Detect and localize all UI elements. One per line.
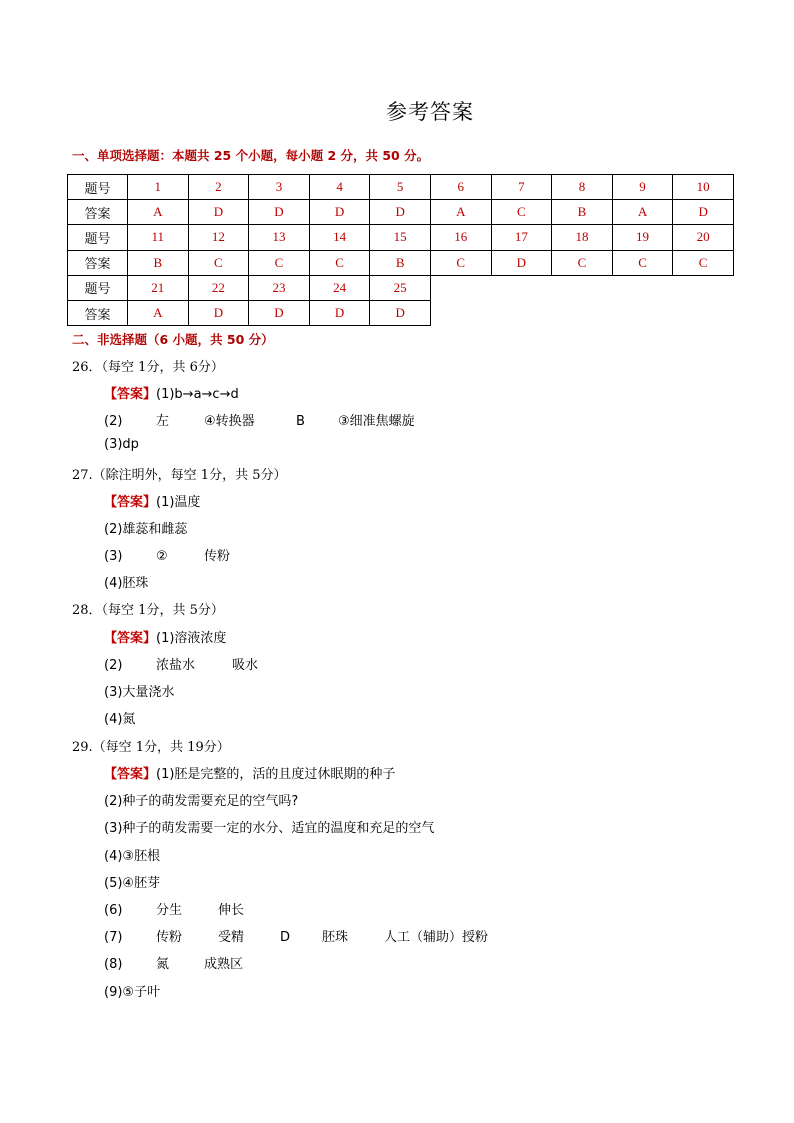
- answer-cell: B: [370, 250, 431, 275]
- question-number: 21: [128, 275, 189, 300]
- answer-text: (1)温度: [156, 495, 201, 510]
- answer-cell: D: [309, 200, 370, 225]
- answer-table: [67, 174, 734, 326]
- question-27-header: 27.（除注明外，每空 1分，共 5分）: [72, 468, 287, 483]
- q29-answer-9: (9)⑤子叶: [104, 985, 161, 1000]
- answer-cell: C: [430, 250, 491, 275]
- section-1-heading: 一、单项选择题：本题共 25 个小题，每小题 2 分，共 50 分。: [72, 148, 430, 163]
- question-number: 10: [673, 175, 734, 200]
- empty-cell: [430, 300, 733, 325]
- answer-cell: D: [309, 300, 370, 325]
- table-row: [68, 225, 734, 250]
- q28-answer-4: (4)氮: [104, 712, 136, 727]
- question-number: 9: [612, 175, 673, 200]
- q26-answer-1: [104, 383, 239, 402]
- answer-cell: A: [128, 200, 189, 225]
- answer-text: (1)胚是完整的，活的且度过休眠期的种子: [156, 767, 396, 782]
- q27-answer-3: [104, 545, 230, 564]
- answer-label: 【答案】: [104, 495, 157, 510]
- question-number: 24: [309, 275, 370, 300]
- answer-label: 【答案】: [104, 631, 157, 646]
- answer-cell: A: [430, 200, 491, 225]
- answer-cell: D: [673, 200, 734, 225]
- answer-blank: D: [280, 930, 291, 945]
- q29-answer-3: (3)种子的萌发需要一定的水分、适宜的温度和充足的空气: [104, 821, 435, 836]
- page-title: 参考答案: [386, 100, 474, 124]
- answer-label: 【答案】: [104, 387, 157, 402]
- row-label: 答案: [68, 200, 128, 225]
- answer-index: (7): [104, 930, 123, 945]
- answer-cell: C: [552, 250, 613, 275]
- q28-answer-1: [104, 627, 226, 646]
- answer-cell: B: [552, 200, 613, 225]
- answer-blank: ②: [156, 549, 168, 564]
- table-row: [68, 200, 734, 225]
- answer-index: (3): [104, 549, 123, 564]
- question-28-header: 28．（每空 1分，共 5分）: [72, 603, 224, 618]
- question-number: 7: [491, 175, 552, 200]
- answer-cell: C: [673, 250, 734, 275]
- answer-blank: 吸水: [232, 658, 259, 673]
- answer-blank: 胚珠: [322, 930, 349, 945]
- answer-text: (1)溶液浓度: [156, 631, 227, 646]
- table-row: [68, 250, 734, 275]
- answer-cell: D: [370, 200, 431, 225]
- answer-cell: C: [309, 250, 370, 275]
- question-number: 23: [249, 275, 310, 300]
- empty-cell: [430, 275, 733, 300]
- q26-answer-3: (3)dp: [104, 437, 139, 452]
- row-label: 题号: [68, 225, 128, 250]
- table-row: [68, 300, 734, 325]
- answer-cell: A: [612, 200, 673, 225]
- answer-blank: 传粉: [156, 930, 183, 945]
- question-number: 3: [249, 175, 310, 200]
- answer-blank: 左: [156, 414, 170, 429]
- question-number: 5: [370, 175, 431, 200]
- question-number: 15: [370, 225, 431, 250]
- answer-blank: 氮: [156, 957, 170, 972]
- question-number: 16: [430, 225, 491, 250]
- answer-blank: ④转换器: [204, 414, 255, 429]
- question-number: 17: [491, 225, 552, 250]
- q27-answer-1: [104, 491, 200, 510]
- question-29-header: 29.（每空 1分，共 19分）: [72, 740, 230, 755]
- answer-blank: 受精: [218, 930, 245, 945]
- question-number: 8: [552, 175, 613, 200]
- table-row: [68, 275, 734, 300]
- q27-answer-4: (4)胚珠: [104, 576, 149, 591]
- q27-answer-2: (2)雄蕊和雌蕊: [104, 522, 188, 537]
- question-number: 18: [552, 225, 613, 250]
- question-number: 19: [612, 225, 673, 250]
- row-label: 题号: [68, 175, 128, 200]
- q29-answer-6: [104, 899, 244, 918]
- answer-cell: B: [128, 250, 189, 275]
- answer-blank: 人工（辅助）授粉: [384, 930, 489, 945]
- table-row: [68, 175, 734, 200]
- answer-blank: 成熟区: [204, 957, 244, 972]
- question-26-header: 26．（每空 1分，共 6分）: [72, 360, 224, 375]
- answer-cell: C: [249, 250, 310, 275]
- q29-answer-4: (4)③胚根: [104, 849, 161, 864]
- answer-cell: A: [128, 300, 189, 325]
- q29-answer-2: (2)种子的萌发需要充足的空气吗?: [104, 794, 299, 809]
- row-label: 题号: [68, 275, 128, 300]
- section-2-heading: 二、非选择题（6 小题，共 50 分）: [72, 332, 274, 347]
- row-label: 答案: [68, 250, 128, 275]
- answer-blank: 传粉: [204, 549, 231, 564]
- answer-text: (1)b→a→c→d: [156, 387, 239, 402]
- question-number: 4: [309, 175, 370, 200]
- answer-blank: 伸长: [218, 903, 245, 918]
- question-number: 1: [128, 175, 189, 200]
- question-number: 25: [370, 275, 431, 300]
- q29-answer-1: [104, 763, 395, 782]
- answer-cell: D: [491, 250, 552, 275]
- answer-index: (2): [104, 658, 123, 673]
- q28-answer-2: [104, 654, 258, 673]
- answer-index: (6): [104, 903, 123, 918]
- row-label: 答案: [68, 300, 128, 325]
- q29-answer-5: (5)④胚芽: [104, 876, 161, 891]
- q26-answer-2: [104, 410, 415, 429]
- answer-cell: C: [491, 200, 552, 225]
- answer-index: (2): [104, 414, 123, 429]
- answer-blank: 浓盐水: [156, 658, 196, 673]
- answer-cell: D: [188, 300, 249, 325]
- answer-label: 【答案】: [104, 767, 157, 782]
- question-number: 12: [188, 225, 249, 250]
- q29-answer-7: [104, 926, 488, 945]
- question-number: 11: [128, 225, 189, 250]
- answer-blank: ③细准焦螺旋: [338, 414, 415, 429]
- question-number: 13: [249, 225, 310, 250]
- answer-blank: B: [296, 414, 305, 429]
- question-number: 14: [309, 225, 370, 250]
- question-number: 6: [430, 175, 491, 200]
- answer-cell: D: [370, 300, 431, 325]
- answer-cell: C: [188, 250, 249, 275]
- q28-answer-3: (3)大量浇水: [104, 685, 175, 700]
- answer-cell: C: [612, 250, 673, 275]
- answer-cell: D: [249, 200, 310, 225]
- question-number: 22: [188, 275, 249, 300]
- answer-blank: 分生: [156, 903, 183, 918]
- answer-cell: D: [188, 200, 249, 225]
- question-number: 2: [188, 175, 249, 200]
- question-number: 20: [673, 225, 734, 250]
- answer-index: (8): [104, 957, 123, 972]
- q29-answer-8: [104, 953, 243, 972]
- answer-cell: D: [249, 300, 310, 325]
